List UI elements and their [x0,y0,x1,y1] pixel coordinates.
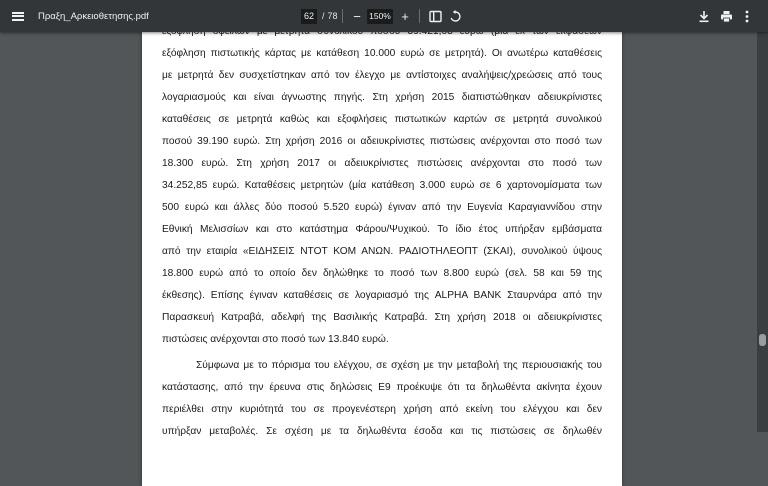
total-pages: 78 [327,11,338,21]
text-line: πιστώσεις ανέρχονται στο ποσό των 13.840 ευρώ. [162,334,389,345]
menu-icon[interactable] [8,0,28,32]
pdf-viewer[interactable] [0,32,768,437]
file-name: Πραξη_Αρκειοθετησης.pdf [38,10,149,22]
print-icon[interactable] [720,0,733,32]
zoom-in-button[interactable]: + [401,8,409,24]
text-line: 500 ευρώ και άλλες δύο ποσού 5.520 ευρώ) έγιναν από την Ευγενία Καραγιαννίδου στην [162,202,602,213]
text-line: Εθνική Μελισσίων και στο κατάστημα Φάρου/Ψυχικού. Το ίδιο έτος υπήρξαν εμβάσματα [162,224,602,235]
toolbar-divider [419,0,420,32]
text-line: Παρασκευή Κατραβά, αδελφή της Βασιλικής Κατραβά. Στη χρήση 2018 οι αδειυκρίνιστες [162,312,602,323]
page-number-input[interactable] [301,9,317,24]
text-line: 18.300 ευρώ. Στη χρήση 2017 οι αδειυκρίνιστες πιστώσεις ανέρχονται στο ποσό των [162,158,602,169]
pdf-page [142,26,622,486]
zoom-out-button[interactable]: − [353,8,361,24]
page-separator: / [322,11,325,21]
toolbar-divider [342,0,343,32]
more-icon[interactable] [745,0,749,32]
text-line: υπήρξαν μεταβολές. Σε σχέση με τα δηλωθέντα έσοδα και τις πιστώσεις σε δηλωθέν [162,426,602,437]
text-line: λογαριασμούς και είναι άγνωστης πηγής. Στη χρήση 2015 διαπιστώθηκαν αδειυκρίνιστες [162,92,602,103]
vertical-scrollbar[interactable] [757,32,768,432]
text-line: κατάστασης, από την έρευνα στις δηλώσεις Ε9 προέκυψε ότι τα δηλωθέντα ακίνητα έχουν [162,382,602,393]
text-line: καταθέσεις σε μετρητά καθώς και εξοφλήσεις πιστωτικών καρτών σε μετρητά συνολικού [162,114,602,125]
text-line: με μετρητά δεν συσχετίστηκαν από τον έλεγχο με αντίστοιχες αναλήψεις/χρεώσεις από τους [162,70,602,81]
page-navigator [301,0,338,32]
text-line: εξόφληση πιστωτικής κάρτας με κατάθεση 10.000 ευρώ σε μετρητά). Οι ανωτέρω καταθέσεις [162,48,602,59]
text-line: ποσού 39.190 ευρώ. Στη χρήση 2016 οι αδειυκρίνιστες πιστώσεις ανέρχονται στο ποσό των [162,136,602,147]
text-line: 34.252,85 ευρώ. Καταθέσεις μετρητών (μία κατάθεση 3.000 ευρώ σε 6 χαρτονομίσματα των [162,180,602,191]
download-icon[interactable] [698,0,710,32]
fit-page-icon[interactable] [429,0,442,32]
rotate-icon[interactable] [449,0,462,32]
text-line: 18.800 ευρώ από το οποίο δεν δηλώθηκε το ποσό των 8.800 ευρώ (σελ. 58 και 59 της [162,268,602,279]
text-line: Σύμφωνα με το πόρισμα του ελέγχου, σε σχέση με την μεταβολή της περιουσιακής του [196,360,602,371]
zoom-level-input[interactable] [367,9,393,24]
pdf-toolbar [0,0,768,32]
text-line: περιέλθει στην κυριότητά του σε προγενέστερη χρήση από εκείνη του ελέγχου και δεν [162,404,602,415]
text-line: έκθεσης). Επίσης έγιναν καταθέσεις σε λογαριασμό της ALPHA BANK Σταυρνάρα από την [162,290,602,301]
text-line: από την εταιρία «ΕΙΔΗΣΕΙΣ ΝΤΟΤ ΚΟΜ ΑΝΩΝ. ΡΑΔΙΟΤΗΛΕΟΠΤ (ΣΚΑΙ), συνολικού ύψους [162,246,602,257]
scrollbar-thumb[interactable] [759,334,766,346]
